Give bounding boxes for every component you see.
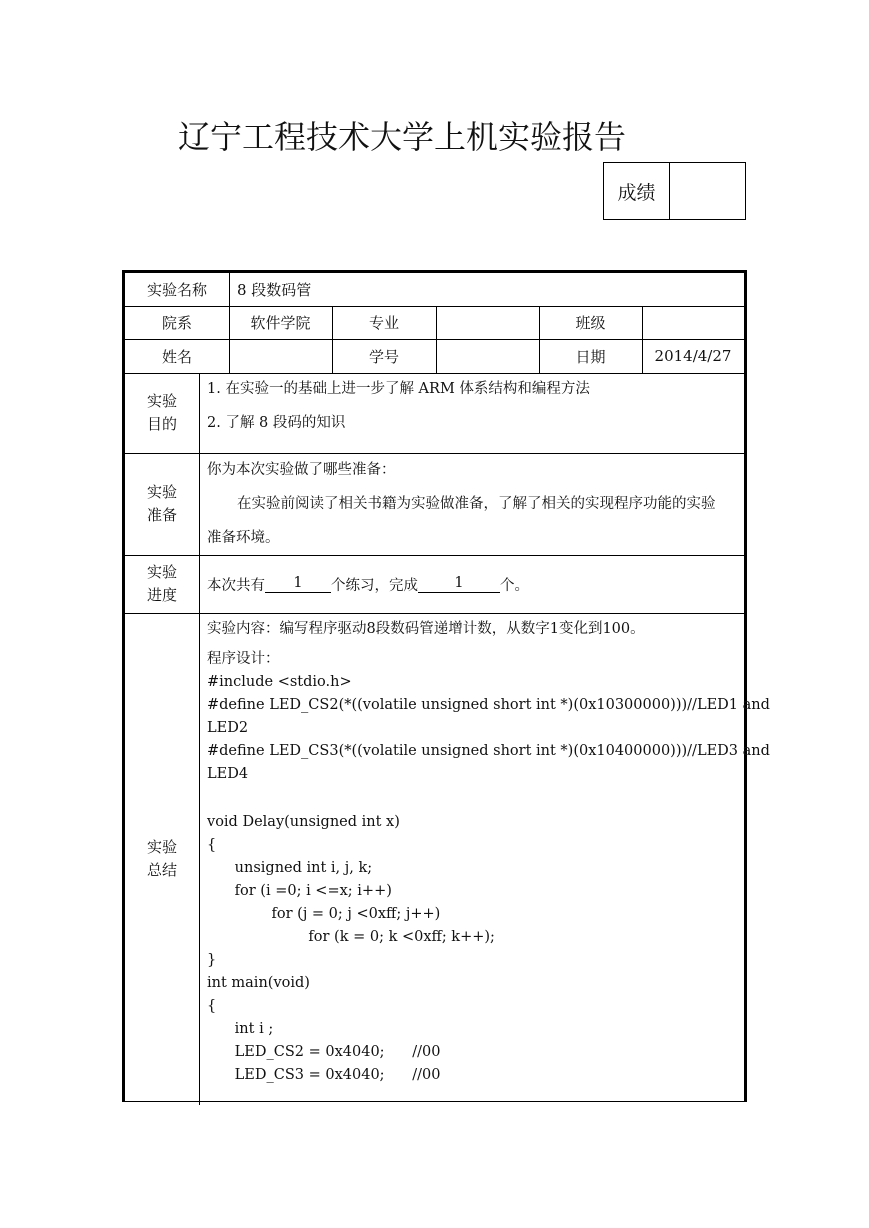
code-blank: [207, 786, 737, 811]
code-define-1: [207, 694, 770, 717]
code-line: {: [207, 998, 217, 1014]
code-line: void Delay(unsigned int x): [207, 814, 400, 830]
code-line: LED_CS3 = 0x4040; //00: [207, 1067, 441, 1083]
purpose-line-2: 2. 了解 8 段码的知识: [207, 415, 346, 431]
progress-total: 1: [265, 575, 331, 593]
date-value: 2014/4/27: [654, 347, 732, 365]
major-label: 专业: [332, 306, 437, 339]
define-2-cont: LED4: [207, 766, 249, 782]
class-value: [642, 306, 744, 339]
exp-name-label: 实验名称: [125, 273, 230, 306]
date-label: 日期: [539, 339, 643, 373]
code-line: LED_CS2 = 0x4040; //00: [207, 1044, 441, 1060]
summary-label: [125, 613, 200, 1105]
id-value: [436, 339, 540, 373]
purpose-line-1: 1. 在实验一的基础上进一步了解 ARM 体系结构和编程方法: [207, 381, 590, 397]
row-dept: [125, 306, 744, 340]
code-line: for (i =0; i <=x; i++): [207, 883, 392, 899]
code-line: }: [207, 952, 217, 968]
row-progress: [125, 555, 744, 614]
name-label: 姓名: [125, 339, 230, 373]
row-purpose: [125, 373, 744, 454]
row-summary: [125, 613, 770, 1105]
purpose-label: [125, 373, 200, 453]
progress-done: 1: [418, 575, 500, 593]
exp-name-value: 8 段数码管: [237, 281, 312, 299]
dept-value: 软件学院: [229, 306, 333, 339]
dept-label: 院系: [125, 306, 230, 339]
purpose-label-1: 实验: [146, 392, 177, 410]
code-include: #include <stdio.h>: [207, 674, 352, 690]
progress-body: [199, 555, 744, 613]
define-1-name: #define LED_CS2: [207, 697, 339, 713]
progress-text-3: 个。: [500, 577, 529, 594]
summary-body: [199, 613, 770, 1105]
progress-text-1: 本次共有: [207, 577, 265, 594]
code-line: for (k = 0; k <0xff; k++);: [207, 929, 495, 945]
grade-box: [603, 162, 746, 220]
summary-content: 实验内容：编写程序驱动8段数码管递增计数，从数字1变化到100。: [207, 621, 645, 637]
id-label: 学号: [332, 339, 437, 373]
code-line: int i ;: [207, 1021, 274, 1037]
class-label: 班级: [539, 306, 643, 339]
define-2-expr: (*((volatile unsigned short int *)(0x10400000))): [338, 743, 688, 759]
row-exp-name: [125, 273, 744, 307]
progress-label: [125, 555, 200, 613]
define-1-comment: //LED1 and: [687, 697, 770, 713]
define-2-name: #define LED_CS3: [207, 743, 339, 759]
prep-answer-2: 准备环境。: [207, 530, 280, 546]
progress-label-1: 实验: [146, 563, 177, 581]
major-value: [436, 306, 540, 339]
row-name: [125, 339, 744, 374]
code-line: unsigned int i, j, k;: [207, 860, 373, 876]
page-title: 辽宁工程技术大学上机实验报告: [178, 118, 627, 156]
prep-label-1: 实验: [146, 483, 177, 501]
summary-label-1: 实验: [146, 838, 177, 856]
code-line: int main(void): [207, 975, 310, 991]
prep-label: [125, 453, 200, 555]
report-table: [122, 270, 770, 1102]
summary-label-2: 总结: [146, 861, 177, 879]
purpose-label-2: 目的: [146, 415, 177, 433]
code-line: {: [207, 837, 217, 853]
grade-value: [670, 163, 745, 219]
code-define-2: [207, 740, 770, 763]
progress-text-2: 个练习，完成: [331, 577, 418, 594]
prep-question: 你为本次实验做了哪些准备：: [207, 462, 396, 478]
prep-label-2: 准备: [146, 506, 177, 524]
grade-label: 成绩: [604, 163, 670, 219]
row-prep: [125, 453, 744, 556]
prep-body: [199, 453, 744, 555]
define-2-comment: //LED3 and: [687, 743, 770, 759]
name-value: [229, 339, 333, 373]
purpose-body: [199, 373, 744, 453]
summary-design: 程序设计：: [207, 651, 280, 667]
code-line: for (j = 0; j <0xff; j++): [207, 906, 441, 922]
prep-answer-1: 在实验前阅读了相关书籍为实验做准备，了解了相关的实现程序功能的实验: [237, 496, 716, 512]
define-1-cont: LED2: [207, 720, 249, 736]
define-1-expr: (*((volatile unsigned short int *)(0x10300000))): [338, 697, 688, 713]
progress-label-2: 进度: [146, 586, 177, 604]
